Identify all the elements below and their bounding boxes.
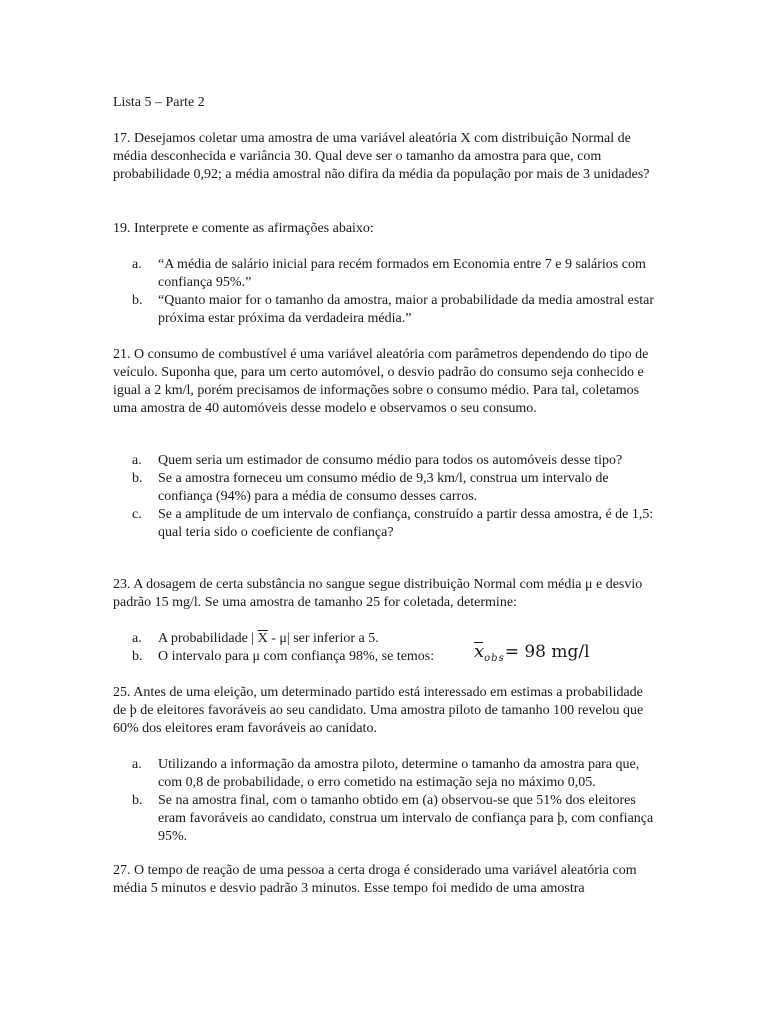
question-21-items (132, 452, 659, 542)
item-text: Utilizando a informação da amostra piloto, determine o tamanho da amostra para que, com 0,8 de probabilidade, o erro cometido na estimação seja no máximo 0,05. (158, 757, 640, 790)
question-23: 23. A dosagem de certa substância no sangue segue distribuição Normal com média μ e desvio padrão 15 mg/l. Se uma amostra de tamanho 25 for coletada, determine: (113, 577, 643, 610)
list-item (132, 452, 659, 470)
item-text-pre: A probabilidade | (158, 631, 258, 646)
list-item (132, 470, 659, 506)
list-item (132, 506, 659, 542)
formula-subscript: obs (484, 653, 505, 664)
item-text: Quem seria um estimador de consumo médio para todos os automóveis desse tipo? (158, 453, 623, 468)
item-text: Se na amostra final, com o tamanho obtido em (a) observou-se que 51% dos eleitores eram favoráveis ao candidato, construa um intervalo de confiança para þ, com confiança 95%. (158, 793, 654, 844)
item-marker: b. (132, 471, 143, 486)
question-27: 27. O tempo de reação de uma pessoa a certa droga é considerado uma variável aleatória com média 5 minutos e desvio padrão 3 minutos. Esse tempo foi medido de uma amostra (113, 863, 637, 896)
list-item (132, 292, 659, 328)
item-marker: c. (132, 507, 142, 522)
item-marker: b. (132, 293, 143, 308)
item-marker: b. (132, 793, 143, 808)
question-17: 17. Desejamos coletar uma amostra de uma variável aleatória X com distribuição Normal de média desconhecida e variância 30. Qual deve ser o tamanho da amostra para que, com probabilidade 0,92; a média amostral não difira da média da população por mais de 3 unidades? (113, 131, 650, 182)
observed-mean-formula (474, 643, 590, 664)
list-item (132, 256, 659, 292)
formula-value: = 98 mg/l (504, 642, 590, 662)
question-19-items (132, 256, 659, 328)
question-21: 21. O consumo de combustível é uma variável aleatória com parâmetros dependendo do tipo de veículo. Suponha que, para um certo automóvel, o desvio padrão do consumo seja conhecido e igual a 2 km/l, porém precisamos de informações sobre o consumo médio. Para tal, coletamos uma amostra de 40 automóveis desse modelo e observamos o seu consumo. (113, 347, 649, 416)
item-text-post: - μ| ser inferior a 5. (267, 631, 379, 646)
formula-x-bar: x (474, 641, 485, 662)
question-19: 19. Interprete e comente as afirmações abaixo: (113, 221, 374, 236)
item-marker: a. (132, 757, 142, 772)
question-25: 25. Antes de uma eleição, um determinado partido está interessado em estimas a probabilidade de þ de eleitores favoráveis ao seu candidato. Uma amostra piloto de tamanho 100 revelou que 60% dos eleitores eram favoráveis ao canidato. (113, 685, 644, 736)
item-marker: a. (132, 453, 142, 468)
item-text: “Quanto maior for o tamanho da amostra, maior a probabilidade da media amostral estar próxima estar próxima da verdadeira média.” (158, 293, 655, 326)
page-title: Lista 5 – Parte 2 (113, 95, 205, 110)
item-text: Se a amplitude de um intervalo de confiança, construído a partir dessa amostra, é de 1,5: qual teria sido o coeficiente de confiança? (158, 507, 654, 540)
x-bar-symbol: $\overline{X}$ (257, 631, 268, 646)
list-item (132, 792, 659, 846)
list-item (132, 756, 659, 792)
item-marker: b. (132, 649, 143, 664)
item-marker: a. (132, 631, 142, 646)
question-25-items (132, 756, 659, 846)
item-text: O intervalo para μ com confiança 98%, se temos: (158, 649, 435, 664)
item-marker: a. (132, 257, 142, 272)
item-text: Se a amostra forneceu um consumo médio de 9,3 km/l, construa um intervalo de confiança (94%) para a média de consumo desses carros. (158, 471, 609, 504)
item-text: “A média de salário inicial para recém formados em Economia entre 7 e 9 salários com confiança 95%.” (158, 257, 646, 290)
